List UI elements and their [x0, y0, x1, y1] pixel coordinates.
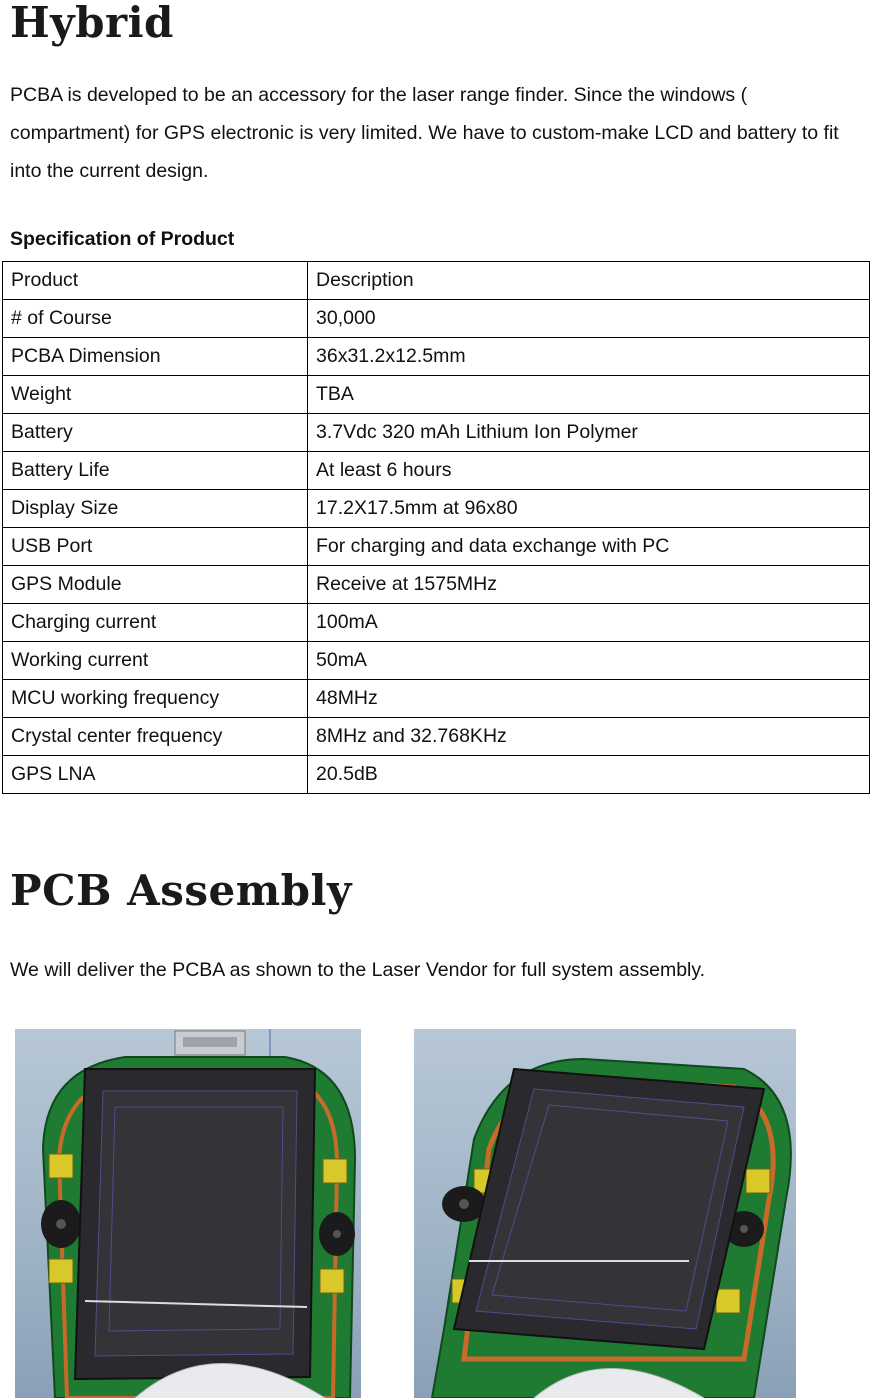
table-cell: Display Size: [3, 490, 308, 528]
table-cell: 30,000: [308, 300, 870, 338]
table-cell: USB Port: [3, 528, 308, 566]
table-cell: 100mA: [308, 604, 870, 642]
table-row: [3, 642, 870, 680]
table-cell: 8MHz and 32.768KHz: [308, 718, 870, 756]
assembly-paragraph: We will deliver the PCBA as shown to the Laser Vendor for full system assembly.: [10, 959, 706, 981]
table-cell: Charging current: [3, 604, 308, 642]
table-row: [3, 566, 870, 604]
intro-paragraph: PCBA is developed to be an accessory for the laser range finder. Since the windows ( compartment) for GPS electronic is very limited. We have to custom-make LCD and battery to fit into the current design.: [10, 84, 839, 182]
table-cell: For charging and data exchange with PC: [308, 528, 870, 566]
table-header-row: [3, 262, 870, 300]
pcba-angled-view-image: [414, 1029, 796, 1398]
table-cell: MCU working frequency: [3, 680, 308, 718]
table-row: [3, 604, 870, 642]
spec-table: [2, 261, 870, 794]
table-row: [3, 718, 870, 756]
table-cell: Receive at 1575MHz: [308, 566, 870, 604]
table-cell: PCBA Dimension: [3, 338, 308, 376]
pcba-front-view-image: [15, 1029, 361, 1398]
table-cell: 3.7Vdc 320 mAh Lithium Ion Polymer: [308, 414, 870, 452]
table-cell: Battery: [3, 414, 308, 452]
table-row: [3, 680, 870, 718]
table-cell: 50mA: [308, 642, 870, 680]
table-cell: 17.2X17.5mm at 96x80: [308, 490, 870, 528]
section-title-hybrid: Hybrid: [10, 0, 174, 47]
column-header: Product: [3, 262, 308, 300]
table-cell: GPS LNA: [3, 756, 308, 794]
table-row: [3, 376, 870, 414]
table-row: [3, 490, 870, 528]
table-row: [3, 756, 870, 794]
table-cell: 20.5dB: [308, 756, 870, 794]
table-cell: At least 6 hours: [308, 452, 870, 490]
table-row: [3, 414, 870, 452]
column-header: Description: [308, 262, 870, 300]
table-row: [3, 338, 870, 376]
section-title-pcb-assembly: PCB Assembly: [10, 866, 352, 915]
table-row: [3, 528, 870, 566]
table-cell: # of Course: [3, 300, 308, 338]
table-cell: Working current: [3, 642, 308, 680]
table-cell: Weight: [3, 376, 308, 414]
table-cell: GPS Module: [3, 566, 308, 604]
table-cell: TBA: [308, 376, 870, 414]
spec-heading: Specification of Product: [10, 228, 235, 250]
table-row: [3, 452, 870, 490]
table-cell: 48MHz: [308, 680, 870, 718]
table-row: [3, 300, 870, 338]
table-cell: Battery Life: [3, 452, 308, 490]
table-cell: Crystal center frequency: [3, 718, 308, 756]
table-cell: 36x31.2x12.5mm: [308, 338, 870, 376]
